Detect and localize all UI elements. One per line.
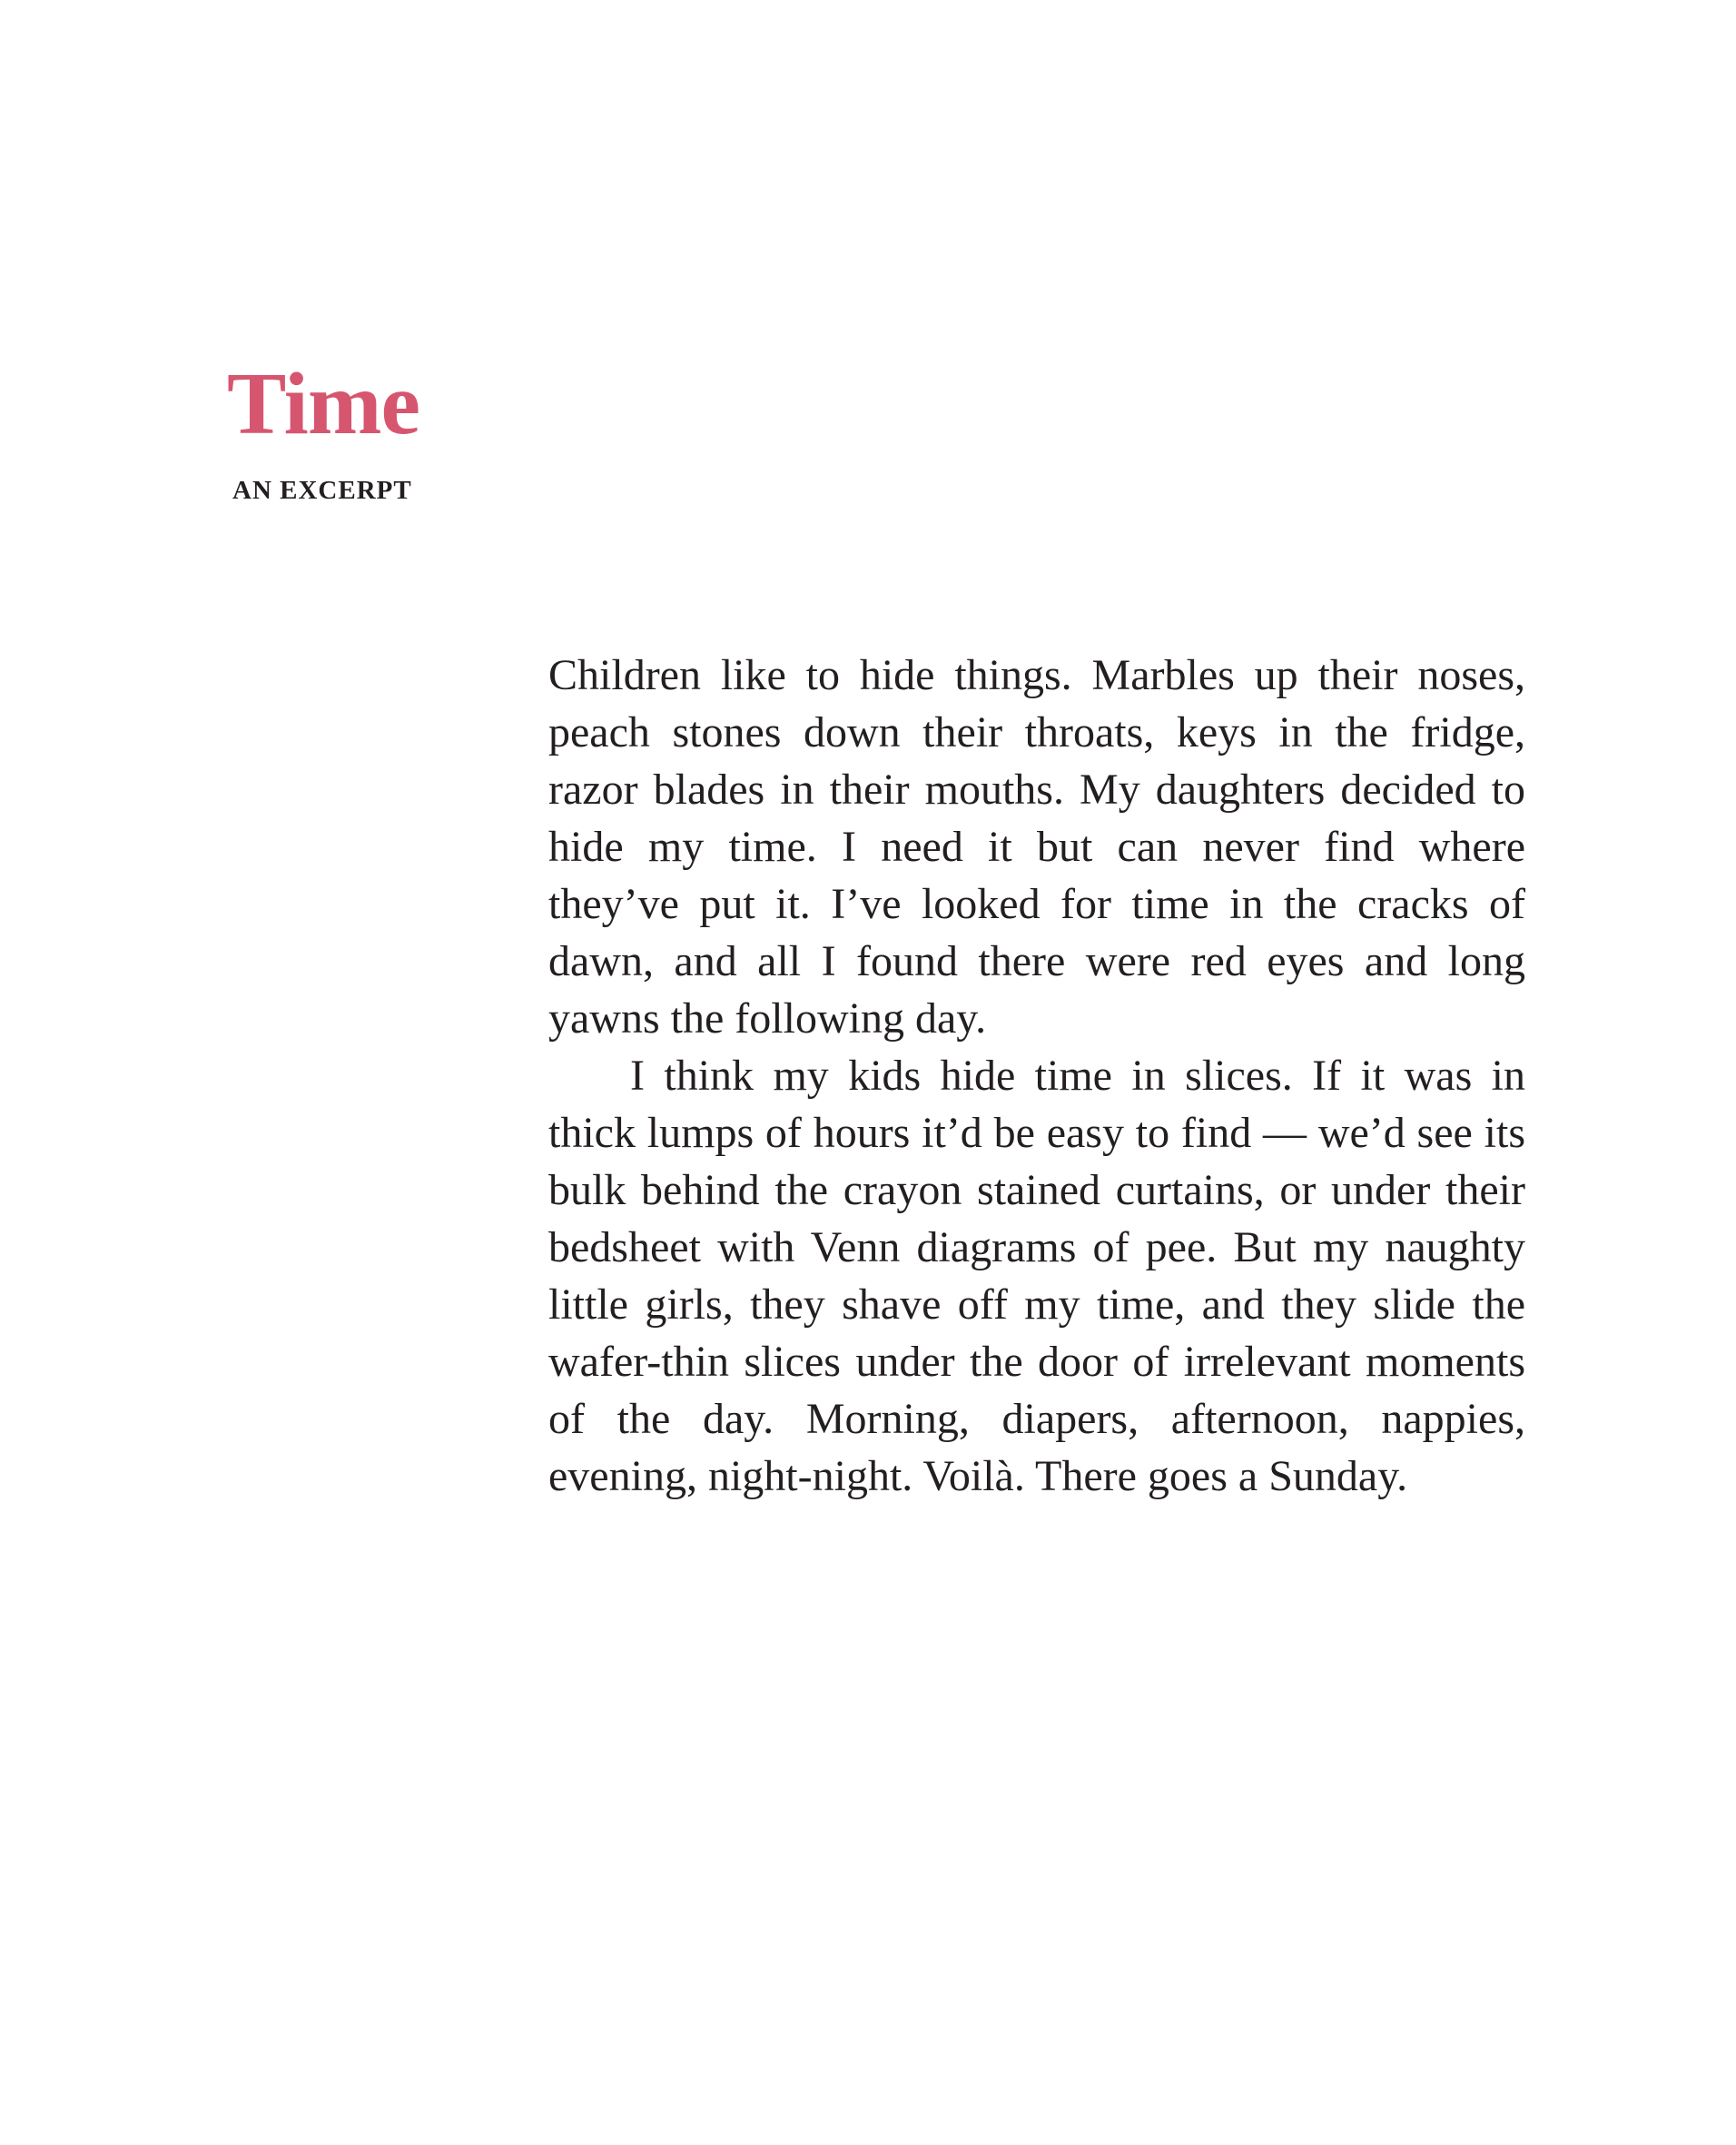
paragraph-2: I think my kids hide time in slices. If it was in thick lumps of hours it’d be easy to find — we’d see its bulk behind the crayon stained curtains, or under their bedsheet with Venn diagrams of pee. But my naughty little girls, they shave off my time, and they slide the wafer-thin slices under the door of irrelevant moments of the day. Morning, diapers, afternoon, nappies, evening, night-night. Voilà. There goes a Sunday. <box>548 1052 1525 1500</box>
page-title: Time <box>227 355 419 453</box>
excerpt-body <box>548 647 1525 1505</box>
page-subtitle: AN EXCERPT <box>232 476 412 505</box>
paragraph-1: Children like to hide things. Marbles up their noses, peach stones down their throats, keys in the fridge, razor blades in their mouths. My daughters decided to hide my time. I need it but can never find where they’ve put it. I’ve looked for time in the cracks of dawn, and all I found there were red eyes and long yawns the following day. <box>548 651 1525 1043</box>
